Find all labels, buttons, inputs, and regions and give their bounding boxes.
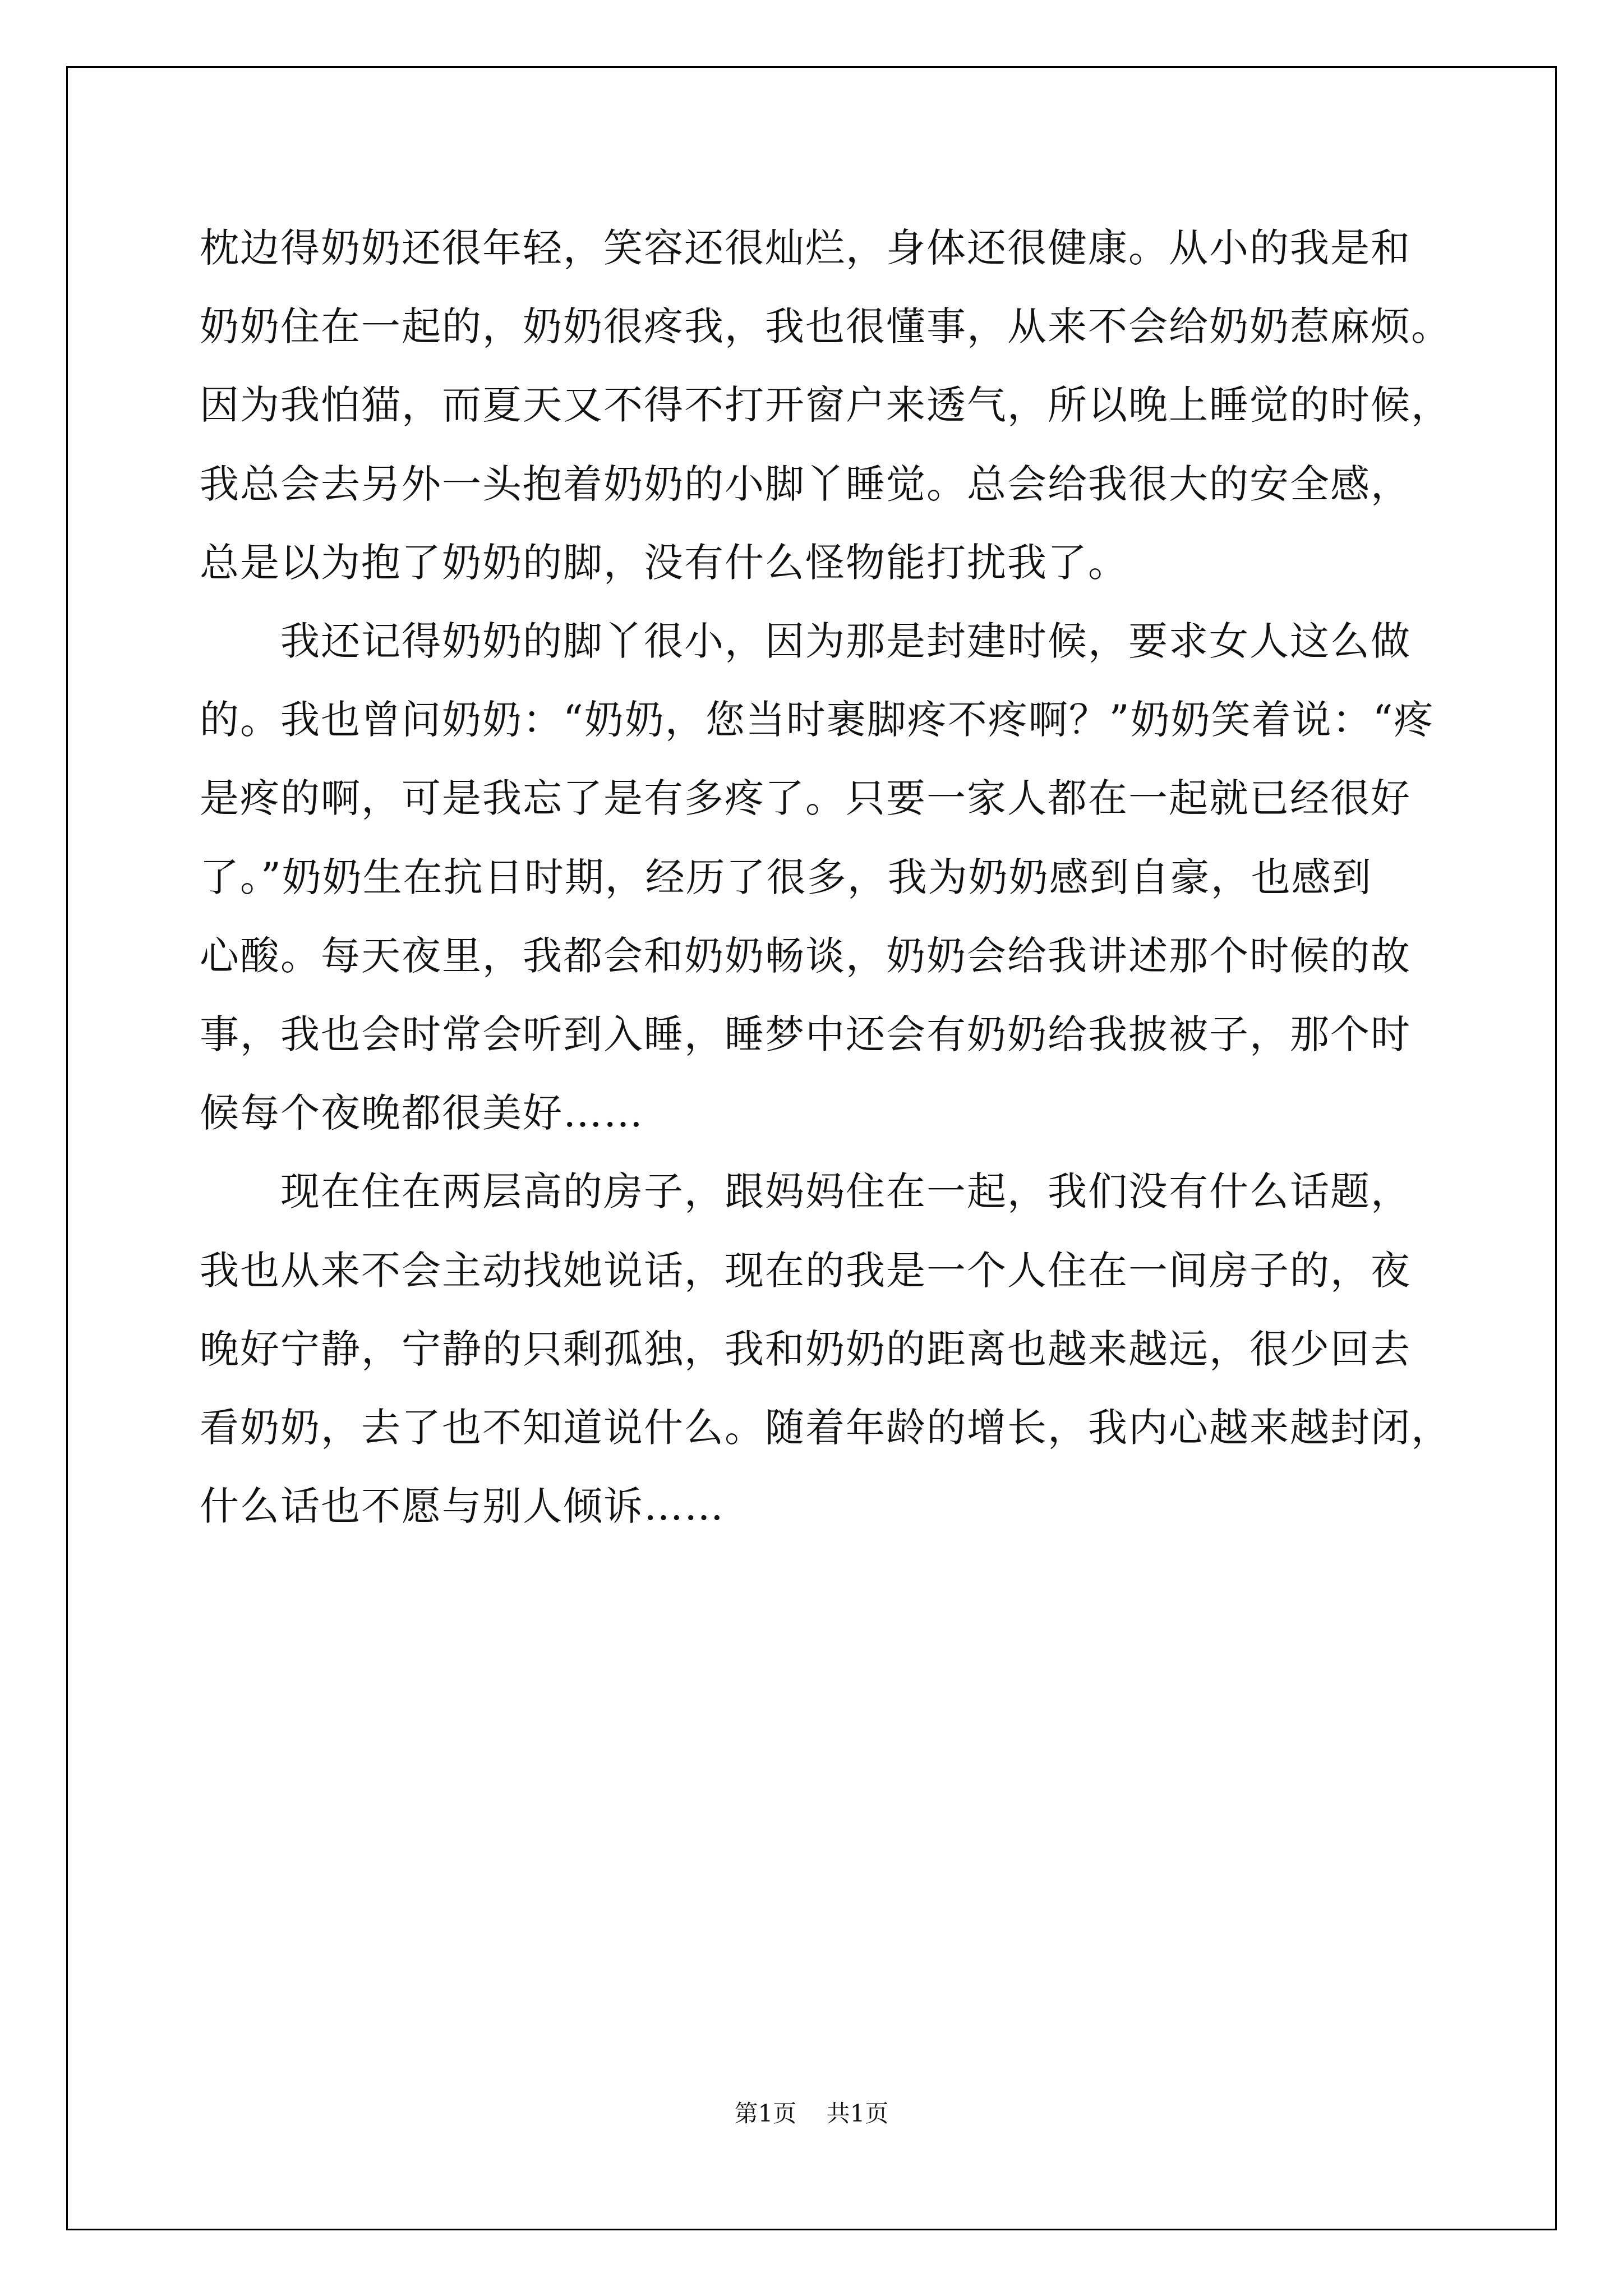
paragraph-1-line-3: 因为我怕猫，而夏天又不得不打开窗户来透气，所以晚上睡觉的时候， — [200, 382, 1451, 428]
paragraph-2-line-4: 了。”奶奶生在抗日时期，经历了很多，我为奶奶感到自豪，也感到 — [200, 854, 1372, 900]
page-footer-label: 第1页 共1页 — [734, 2100, 889, 2127]
paragraph-1-line-5: 总是以为抱了奶奶的脚，没有什么怪物能打扰我了。 — [200, 540, 1128, 586]
paragraph-3-line-4: 看奶奶，去了也不知道说什么。随着年龄的增长，我内心越来越封闭， — [200, 1405, 1451, 1451]
paragraph-1-line-2: 奶奶住在一起的，奶奶很疼我，我也很懂事，从来不会给奶奶惹麻烦。 — [200, 303, 1451, 349]
paragraph-3-line-3: 晚好宁静，宁静的只剩孤独，我和奶奶的距离也越来越远，很少回去 — [200, 1326, 1411, 1372]
paragraph-3-line-1: 现在住在两层高的房子，跟妈妈住在一起，我们没有什么话题， — [280, 1168, 1411, 1214]
paragraph-1-line-4: 我总会去另外一头抱着奶奶的小脚丫睡觉。总会给我很大的安全感， — [200, 461, 1411, 507]
paragraph-1-line-1: 枕边得奶奶还很年轻，笑容还很灿烂，身体还很健康。从小的我是和 — [200, 225, 1411, 271]
paragraph-2-line-3: 是疼的啊，可是我忘了是有多疼了。只要一家人都在一起就已经很好 — [200, 775, 1411, 821]
paragraph-2-line-2: 的。我也曾问奶奶：“奶奶，您当时裹脚疼不疼啊？”奶奶笑着说：“疼 — [200, 697, 1435, 743]
paragraph-3-line-5: 什么话也不愿与别人倾诉…… — [200, 1483, 725, 1529]
paragraph-2-line-1: 我还记得奶奶的脚丫很小，因为那是封建时候，要求女人这么做 — [280, 618, 1411, 664]
paragraph-2-line-5: 心酸。每天夜里，我都会和奶奶畅谈，奶奶会给我讲述那个时候的故 — [200, 933, 1411, 979]
paragraph-2-line-7: 候每个夜晚都很美好…… — [200, 1090, 644, 1136]
paragraph-2-line-6: 事，我也会时常会听到入睡，睡梦中还会有奶奶给我披被子，那个时 — [200, 1011, 1411, 1057]
paragraph-3-line-2: 我也从来不会主动找她说话，现在的我是一个人住在一间房子的，夜 — [200, 1248, 1411, 1294]
